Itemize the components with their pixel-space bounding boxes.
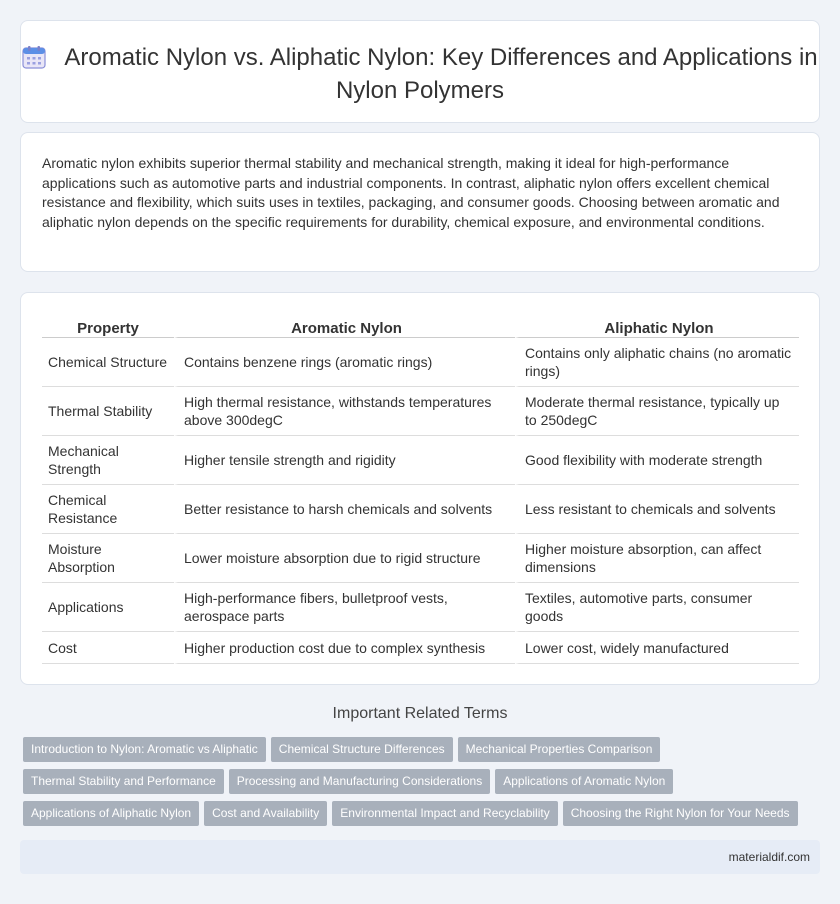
title-card bbox=[20, 20, 820, 123]
table-row bbox=[42, 338, 799, 387]
intro-paragraph: Aromatic nylon exhibits superior thermal stability and mechanical strength, making it ideal for high-performance applications such as automotive parts and industrial components. In contrast, aliphatic nylon offers excellent chemical resistance and flexibility, which suits uses in textiles, packaging, and consumer goods. Choosing between aromatic and aliphatic nylon depends on the specific requirements for durability, chemical exposure, and environmental conditions. bbox=[42, 155, 780, 230]
header-property: Property bbox=[42, 315, 174, 338]
comparison-table bbox=[42, 315, 799, 664]
related-term-tag[interactable]: Applications of Aromatic Nylon bbox=[495, 769, 673, 794]
table-row bbox=[42, 534, 799, 583]
property-cell: Thermal Stability bbox=[42, 387, 174, 436]
aromatic-cell: Higher production cost due to complex synthesis bbox=[174, 632, 515, 664]
table-row bbox=[42, 387, 799, 436]
aliphatic-cell: Moderate thermal resistance, typically up to 250degC bbox=[515, 387, 799, 436]
table-row bbox=[42, 632, 799, 664]
aliphatic-cell: Contains only aliphatic chains (no aromatic rings) bbox=[515, 338, 799, 387]
calendar-icon bbox=[22, 45, 46, 76]
related-term-tag[interactable]: Choosing the Right Nylon for Your Needs bbox=[563, 801, 798, 826]
aliphatic-cell: Textiles, automotive parts, consumer goods bbox=[515, 583, 799, 632]
aromatic-cell: Higher tensile strength and rigidity bbox=[174, 436, 515, 485]
property-cell: Cost bbox=[42, 632, 174, 664]
footer-site-link[interactable]: materialdif.com bbox=[728, 850, 810, 864]
property-cell: Applications bbox=[42, 583, 174, 632]
related-term-tag[interactable]: Chemical Structure Differences bbox=[271, 737, 453, 762]
footer bbox=[20, 840, 820, 874]
intro-card bbox=[20, 132, 820, 272]
table-row bbox=[42, 436, 799, 485]
property-cell: Mechanical Strength bbox=[42, 436, 174, 485]
related-term-tag[interactable]: Thermal Stability and Performance bbox=[23, 769, 224, 794]
aromatic-cell: High-performance fibers, bulletproof vests, aerospace parts bbox=[174, 583, 515, 632]
table-row bbox=[42, 485, 799, 534]
table-row bbox=[42, 583, 799, 632]
aromatic-cell: Contains benzene rings (aromatic rings) bbox=[174, 338, 515, 387]
aliphatic-cell: Lower cost, widely manufactured bbox=[515, 632, 799, 664]
related-terms-list bbox=[23, 737, 823, 833]
aliphatic-cell: Higher moisture absorption, can affect dimensions bbox=[515, 534, 799, 583]
aromatic-cell: Better resistance to harsh chemicals and solvents bbox=[174, 485, 515, 534]
page-title bbox=[21, 43, 819, 105]
aliphatic-cell: Less resistant to chemicals and solvents bbox=[515, 485, 799, 534]
related-term-tag[interactable]: Applications of Aliphatic Nylon bbox=[23, 801, 199, 826]
aromatic-cell: Lower moisture absorption due to rigid structure bbox=[174, 534, 515, 583]
header-aliphatic: Aliphatic Nylon bbox=[515, 315, 799, 338]
header-aromatic: Aromatic Nylon bbox=[174, 315, 515, 338]
related-term-tag[interactable]: Cost and Availability bbox=[204, 801, 327, 826]
aliphatic-cell: Good flexibility with moderate strength bbox=[515, 436, 799, 485]
comparison-card bbox=[20, 292, 820, 685]
related-term-tag[interactable]: Environmental Impact and Recyclability bbox=[332, 801, 557, 826]
related-terms-heading: Important Related Terms bbox=[332, 705, 508, 722]
related-term-tag[interactable]: Mechanical Properties Comparison bbox=[458, 737, 661, 762]
aromatic-cell: High thermal resistance, withstands temperatures above 300degC bbox=[174, 387, 515, 436]
property-cell: Moisture Absorption bbox=[42, 534, 174, 583]
related-term-tag[interactable]: Introduction to Nylon: Aromatic vs Aliphatic bbox=[23, 737, 266, 762]
related-term-tag[interactable]: Processing and Manufacturing Considerations bbox=[229, 769, 490, 794]
property-cell: Chemical Resistance bbox=[42, 485, 174, 534]
table-header-row bbox=[42, 315, 799, 338]
page-title-text: Aromatic Nylon vs. Aliphatic Nylon: Key Differences and Applications in Nylon Polymers bbox=[64, 44, 818, 104]
property-cell: Chemical Structure bbox=[42, 338, 174, 387]
